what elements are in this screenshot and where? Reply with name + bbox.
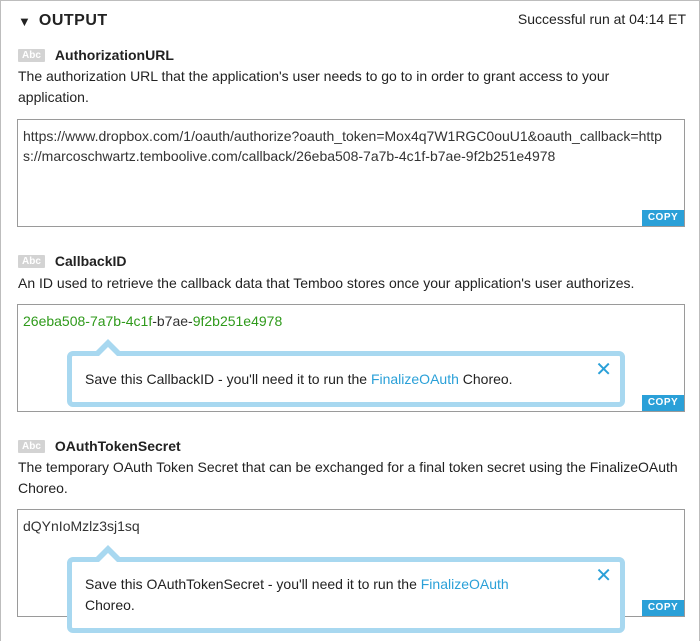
callbackid-part-2: -b7ae- [152,313,193,329]
field-description: An ID used to retrieve the callback data that Temboo stores once your application's user authorizes. [18,275,635,291]
close-icon[interactable]: ✕ [595,359,612,381]
field-description: The authorization URL that the application's user needs to go to in order to grant access to your application. [18,68,610,105]
collapse-triangle-icon[interactable]: ▼ [18,13,31,29]
abc-type-badge: Abc [18,440,45,453]
field-name: CallbackID [54,253,127,269]
output-header[interactable] [18,10,108,32]
field-label-oauthtokensecret [18,438,181,454]
copy-button[interactable]: COPY [642,210,684,226]
field-name: OAuthTokenSecret [54,438,181,454]
output-title: OUTPUT [38,12,108,29]
field-description: The temporary OAuth Token Secret that can be exchanged for a final token secret using the FinalizeOAuth Choreo. [18,459,678,496]
field-name: AuthorizationURL [54,47,174,63]
field-label-callbackid [18,253,127,269]
tooltip-pointer-fill [99,553,117,562]
tooltip-pointer-fill [99,347,117,356]
callbackid-value[interactable] [23,311,678,331]
tooltip-message: Save this OAuthTokenSecret - you'll need it to run the FinalizeOAuth Choreo. [85,576,509,613]
authorizationurl-output-box[interactable] [17,119,685,227]
copy-button[interactable]: COPY [642,600,684,616]
callbackid-part-3: 9f2b251e4978 [192,313,283,329]
save-oauthtokensecret-tooltip [67,557,625,633]
abc-type-badge: Abc [18,255,45,268]
run-status: Successful run at 04:14 ET [517,11,686,27]
authorizationurl-value[interactable]: https://www.dropbox.com/1/oauth/authorize?oauth_token=Mox4q7W1RGC0ouU1&oauth_callback=https://marcoschwartz.temboolive.com/callback/26eba508-7a7b-4c1f-b7ae-9f2b251e4978 [23,128,662,164]
save-callbackid-tooltip [67,351,625,407]
finalizeoauth-link[interactable]: FinalizeOAuth [420,576,509,592]
tooltip-message: Save this CallbackID - you'll need it to run the FinalizeOAuth Choreo. [85,371,513,387]
field-label-authorizationurl [18,47,174,63]
oauthtokensecret-value[interactable]: dQYnIoMzlz3sj1sq [23,518,140,534]
callbackid-part-1: 26eba508-7a7b-4c1f [23,313,153,329]
close-icon[interactable]: ✕ [595,565,612,587]
copy-button[interactable]: COPY [642,395,684,411]
finalizeoauth-link[interactable]: FinalizeOAuth [370,371,459,387]
abc-type-badge: Abc [18,49,45,62]
